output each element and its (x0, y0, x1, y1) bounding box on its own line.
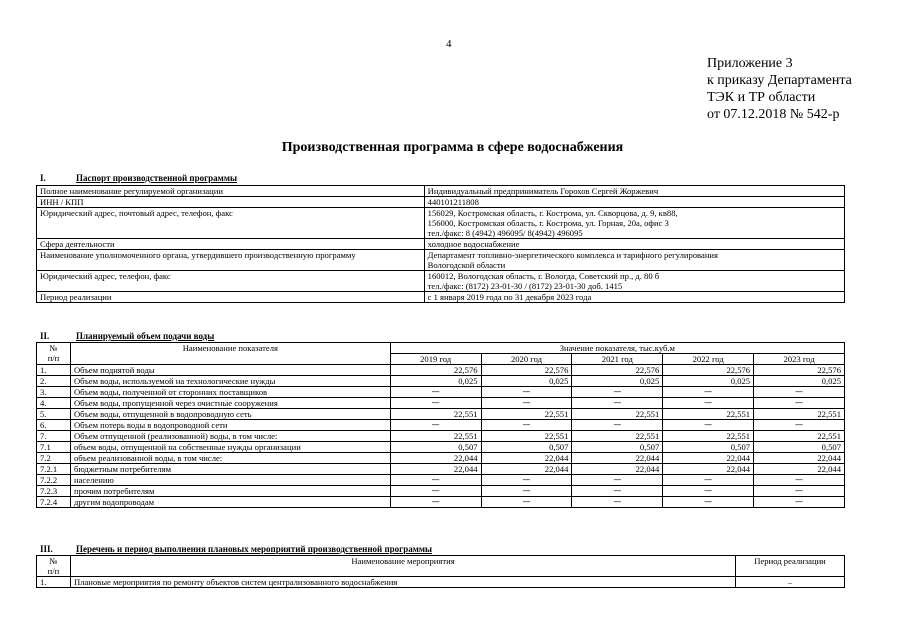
row-number: 3. (37, 387, 71, 398)
row-number: 7.2.1 (37, 464, 71, 475)
row-indicator-name: прочим потребителям (70, 486, 390, 497)
row-value-2020: — (481, 486, 572, 497)
table-row (37, 475, 845, 486)
row-value-2021: — (572, 420, 663, 431)
row-value-2019: — (390, 486, 481, 497)
section-2-heading (40, 331, 214, 341)
row-value-2022: — (663, 398, 754, 409)
year-header: 2020 год (481, 354, 572, 365)
row-value-2019: — (390, 420, 481, 431)
row-label: ИНН / КПП (37, 197, 425, 208)
row-indicator-name: объем воды, отпущенной на собственные нужды организации (70, 442, 390, 453)
header-number-line: п/п (47, 566, 60, 576)
row-value-2019: — (390, 398, 481, 409)
table-row (37, 292, 845, 303)
row-value-2021: 22,551 (572, 409, 663, 420)
row-value-2022: 22,576 (663, 365, 754, 376)
row-value (424, 208, 844, 239)
table-row (37, 464, 845, 475)
row-indicator-name: населению (70, 475, 390, 486)
row-value-2022: 22,044 (663, 464, 754, 475)
row-indicator-name: Объем воды, отпущенной в водопроводную сеть (70, 409, 390, 420)
row-value-2019: 0,507 (390, 442, 481, 453)
row-value-line: с 1 января 2019 года по 31 декабря 2023 года (427, 292, 592, 302)
table-row (37, 442, 845, 453)
year-header: 2019 год (390, 354, 481, 365)
appendix-line: ТЭК и ТР области (707, 90, 816, 105)
appendix-line: от 07.12.2018 № 542-р (707, 107, 840, 122)
table-row (37, 497, 845, 508)
row-value-2020: — (481, 387, 572, 398)
row-value-2019: 0,025 (390, 376, 481, 387)
row-number: 1. (37, 577, 71, 588)
row-value-2021: 22,044 (572, 464, 663, 475)
row-value-2019: 22,551 (390, 409, 481, 420)
row-value-2020: 0,507 (481, 442, 572, 453)
row-number: 7.2 (37, 453, 71, 464)
row-label: Юридический адрес, телефон, факс (37, 271, 425, 292)
row-value-line: тел./факс: (8172) 23-01-30 / (8172) 23-01-30 доб. 1415 (427, 281, 623, 291)
table-row (37, 486, 845, 497)
row-value-2019: 22,576 (390, 365, 481, 376)
row-value (424, 239, 844, 250)
table-row (37, 453, 845, 464)
row-value (424, 271, 844, 292)
section-1-heading (40, 173, 237, 183)
row-value-line: 156000, Костромская область, г. Кострома, ул. Горная, 20а, офис 3 (427, 218, 669, 228)
row-number: 7.2.2 (37, 475, 71, 486)
row-value-2022: 22,044 (663, 453, 754, 464)
row-value-2020: — (481, 475, 572, 486)
appendix-line: Приложение 3 (707, 56, 793, 71)
row-label: Сфера деятельности (37, 239, 425, 250)
row-value-2019: — (390, 475, 481, 486)
row-indicator-name: Объем поднятой воды (70, 365, 390, 376)
row-number: 1. (37, 365, 71, 376)
measures-table (36, 555, 845, 588)
row-value-2019: 22,551 (390, 431, 481, 442)
row-value-2019: — (390, 387, 481, 398)
row-indicator-name: Объем воды, используемой на технологические нужды (70, 376, 390, 387)
row-value-2023: 22,044 (754, 453, 845, 464)
table-row (37, 250, 845, 271)
table-row (37, 420, 845, 431)
page-title: Производственная программа в сфере водоснабжения (281, 140, 624, 155)
row-indicator-name: Объем воды, полученной от сторонних поставщиков (70, 387, 390, 398)
row-value-line: тел./факс: 8 (4942) 496095/ 8(4942) 496095 (427, 228, 583, 238)
row-value-2019: — (390, 497, 481, 508)
table-row (37, 398, 845, 409)
row-value-2021: 0,025 (572, 376, 663, 387)
row-value-2020: 22,551 (481, 409, 572, 420)
row-value (424, 292, 844, 303)
header-indicator-name: Наименование показателя (70, 343, 390, 365)
section-title: Перечень и период выполнения плановых мероприятий производственной программы (76, 544, 433, 554)
row-value-2021: — (572, 475, 663, 486)
row-value (424, 250, 844, 271)
row-value-2019: 22,044 (390, 453, 481, 464)
row-value-2023: — (754, 420, 845, 431)
header-measure-name: Наименование мероприятия (70, 556, 735, 577)
header-number (37, 556, 71, 577)
section-title: Планируемый объем подачи воды (76, 331, 215, 341)
row-value-line: холодное водоснабжение (427, 239, 520, 249)
row-value-2022: — (663, 475, 754, 486)
row-value-2021: 22,551 (572, 431, 663, 442)
row-value-2020: 22,044 (481, 464, 572, 475)
section-title: Паспорт производственной программы (76, 173, 237, 183)
row-value-2022: — (663, 387, 754, 398)
row-value-2023: 0,507 (754, 442, 845, 453)
row-value-2021: — (572, 387, 663, 398)
row-number: 2. (37, 376, 71, 387)
row-value-line: 156029, Костромская область, г. Кострома, ул. Скворцова, д. 9, кв88, (427, 208, 678, 218)
header-number-line: п/п (47, 353, 60, 363)
row-value-2020: 0,025 (481, 376, 572, 387)
row-value-2020: — (481, 398, 572, 409)
row-value-2020: 22,044 (481, 453, 572, 464)
row-value-2022: 0,507 (663, 442, 754, 453)
water-volume-table (36, 342, 845, 508)
row-number: 7.1 (37, 442, 71, 453)
row-value-2019: 22,044 (390, 464, 481, 475)
row-value-2023: 22,576 (754, 365, 845, 376)
row-value-2022: 22,551 (663, 431, 754, 442)
header-period: Период реализации (736, 556, 845, 577)
table-row (37, 387, 845, 398)
row-value-2023: — (754, 387, 845, 398)
row-value-2023: — (754, 497, 845, 508)
table-header-row (37, 556, 845, 577)
row-value-2023: 22,044 (754, 464, 845, 475)
header-number (37, 343, 71, 365)
table-row (37, 431, 845, 442)
row-value-2021: — (572, 497, 663, 508)
row-label: Наименование уполномоченного органа, утвердившего производственную программу (37, 250, 425, 271)
row-measure-name: Плановые мероприятия по ремонту объектов систем централизованного водоснабжения (70, 577, 735, 588)
row-value-2023: — (754, 486, 845, 497)
row-value-2020: — (481, 420, 572, 431)
header-number-line: № (49, 343, 58, 353)
row-value-2023: 22,551 (754, 409, 845, 420)
row-value-2023: 22,551 (754, 431, 845, 442)
row-number: 5. (37, 409, 71, 420)
row-number: 7.2.4 (37, 497, 71, 508)
row-value-line: 160012, Вологодская область, г. Вологда, Советский пр., д. 80 б (427, 271, 660, 281)
row-label: Юридический адрес, почтовый адрес, телефон, факс (37, 208, 425, 239)
row-indicator-name: другим водопроводам (70, 497, 390, 508)
row-value-line: Индивидуальный предприниматель Горохов Сергей Жоржевич (427, 186, 659, 196)
row-value-2021: 22,044 (572, 453, 663, 464)
row-indicator-name: объем реализованной воды, в том числе: (70, 453, 390, 464)
row-value-2020: 22,576 (481, 365, 572, 376)
row-value-2022: 22,551 (663, 409, 754, 420)
row-value-line: Вологодской области (427, 260, 506, 270)
row-value-2022: — (663, 420, 754, 431)
table-header-row (37, 343, 845, 354)
header-value: Значение показателя, тыс.куб.м (390, 343, 844, 354)
section-number: II. (40, 331, 50, 341)
row-number: 7.2.3 (37, 486, 71, 497)
table-row (37, 239, 845, 250)
row-value (424, 197, 844, 208)
section-number: I. (40, 173, 46, 183)
table-row (37, 577, 845, 588)
row-value-2022: 0,025 (663, 376, 754, 387)
section-3-heading (40, 544, 432, 554)
table-row (37, 186, 845, 197)
year-header: 2023 год (754, 354, 845, 365)
row-value-2020: 22,551 (481, 431, 572, 442)
row-period: – (736, 577, 845, 588)
row-value-2021: 0,507 (572, 442, 663, 453)
section-number: III. (40, 544, 53, 554)
table-row (37, 409, 845, 420)
row-indicator-name: Объем отпущенной (реализованной) воды, в том числе: (70, 431, 390, 442)
page-number: 4 (446, 38, 452, 50)
row-value-2021: — (572, 398, 663, 409)
table-row (37, 365, 845, 376)
passport-table (36, 185, 845, 303)
row-value-2022: — (663, 497, 754, 508)
table-row (37, 197, 845, 208)
row-label: Полное наименование регулируемой организации (37, 186, 425, 197)
row-value-2023: 0,025 (754, 376, 845, 387)
row-value-2022: — (663, 486, 754, 497)
row-indicator-name: Объем потерь воды в водопроводной сети (70, 420, 390, 431)
row-indicator-name: Объем воды, пропущенной через очистные сооружения (70, 398, 390, 409)
row-value-2020: — (481, 497, 572, 508)
table-row (37, 208, 845, 239)
row-label: Период реализации (37, 292, 425, 303)
year-header: 2022 год (663, 354, 754, 365)
row-value-line: 440101211808 (427, 197, 479, 207)
table-row (37, 376, 845, 387)
row-value-line: Департамент топливно-энергетического комплекса и тарифного регулирования (427, 250, 718, 260)
row-number: 6. (37, 420, 71, 431)
appendix-block (707, 55, 852, 123)
row-value (424, 186, 844, 197)
row-indicator-name: бюджетным потребителям (70, 464, 390, 475)
table-row (37, 271, 845, 292)
row-value-2021: — (572, 486, 663, 497)
header-number-line: № (49, 556, 58, 566)
appendix-line: к приказу Департамента (707, 73, 852, 88)
row-number: 4. (37, 398, 71, 409)
row-number: 7. (37, 431, 71, 442)
row-value-2023: — (754, 475, 845, 486)
year-header: 2021 год (572, 354, 663, 365)
row-value-2023: — (754, 398, 845, 409)
row-value-2021: 22,576 (572, 365, 663, 376)
